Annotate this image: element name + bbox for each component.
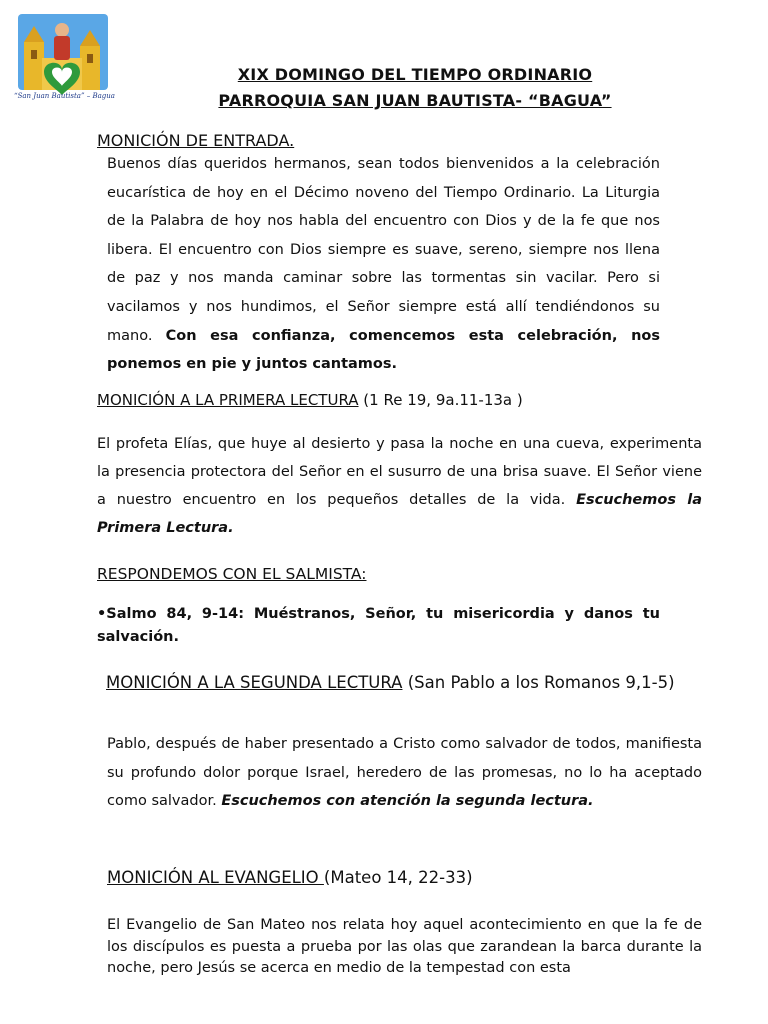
primera-lectura-reference: (1 Re 19, 9a.11-13a ) <box>358 391 523 409</box>
document-title-line2: PARROQUIA SAN JUAN BAUTISTA- “BAGUA” <box>218 91 612 110</box>
paragraph-primera-lectura <box>97 430 702 542</box>
paragraph-monicion-entrada <box>107 150 660 379</box>
heading-evangelio-text: MONICIÓN AL EVANGELIO <box>107 868 324 887</box>
heading-monicion-entrada <box>97 131 294 150</box>
heading-evangelio <box>107 868 473 887</box>
heading-segunda-lectura <box>84 672 702 694</box>
segunda-italic-text: Escuchemos con atención la segunda lectura. <box>221 793 594 809</box>
primera-italic-text: Escuchemos la Primera Lectura. <box>97 492 702 536</box>
segunda-lectura-reference: (San Pablo a los Romanos 9,1-5) <box>402 673 675 692</box>
heading-segunda-lectura-text: MONICIÓN A LA SEGUNDA LECTURA <box>106 673 403 692</box>
heading-salmista <box>97 565 366 583</box>
document-title-line1: XIX DOMINGO DEL TIEMPO ORDINARIO <box>237 65 593 84</box>
evangelio-reference: (Mateo 14, 22-33) <box>323 868 473 887</box>
paragraph-segunda-lectura <box>107 730 702 816</box>
evangelio-text: El Evangelio de San Mateo nos relata hoy aquel acontecimiento en que la fe de los discípulos es puesta a prueba por las olas que zarandean la barca durante la noche, pero Jesús se acerca en medio de la tempestad con esta <box>107 917 702 976</box>
paragraph-salmo <box>97 603 660 649</box>
entrada-text: Buenos días queridos hermanos, sean todos bienvenidos a la celebración eucarística de hoy en el Décimo noveno del Tiempo Ordinario. La Liturgia de la Palabra de hoy nos habla del encuentro con Dios y de la fe que nos libera. El encuentro con Dios siempre es suave, sereno, siempre nos llena de paz y nos manda caminar sobre las tormentas sin vacilar. Pero si vacilamos y nos hundimos, el Señor siempre está allí tendiéndonos su mano. <box>107 156 660 344</box>
logo-caption: “San Juan Bautista” – Bagua <box>14 92 115 100</box>
entrada-bold-text: Con esa confianza, comencemos esta celebración, nos ponemos en pie y juntos cantamos. <box>107 327 660 373</box>
primera-text: El profeta Elías, que huye al desierto y pasa la noche en una cueva, experimenta la presencia protectora del Señor en el susurro de una brisa suave. El Señor viene a nuestro encuentro en los pequeños detalles de la vida. <box>97 436 702 508</box>
heading-primera-lectura <box>97 391 523 409</box>
segunda-text: Pablo, después de haber presentado a Cristo como salvador de todos, manifiesta su profundo dolor porque Israel, heredero de las promesas, no lo ha aceptado como salvador. <box>107 736 702 809</box>
heading-monicion-entrada-text: MONICIÓN DE ENTRADA. <box>97 131 295 150</box>
heading-primera-lectura-text: MONICIÓN A LA PRIMERA LECTURA <box>97 391 359 409</box>
heading-salmista-text: RESPONDEMOS CON EL SALMISTA: <box>97 565 367 583</box>
bullet-icon: • <box>97 606 107 622</box>
paragraph-evangelio <box>107 915 702 980</box>
salmo-text: Salmo 84, 9-14: Muéstranos, Señor, tu misericordia y danos tu salvación. <box>97 606 660 645</box>
